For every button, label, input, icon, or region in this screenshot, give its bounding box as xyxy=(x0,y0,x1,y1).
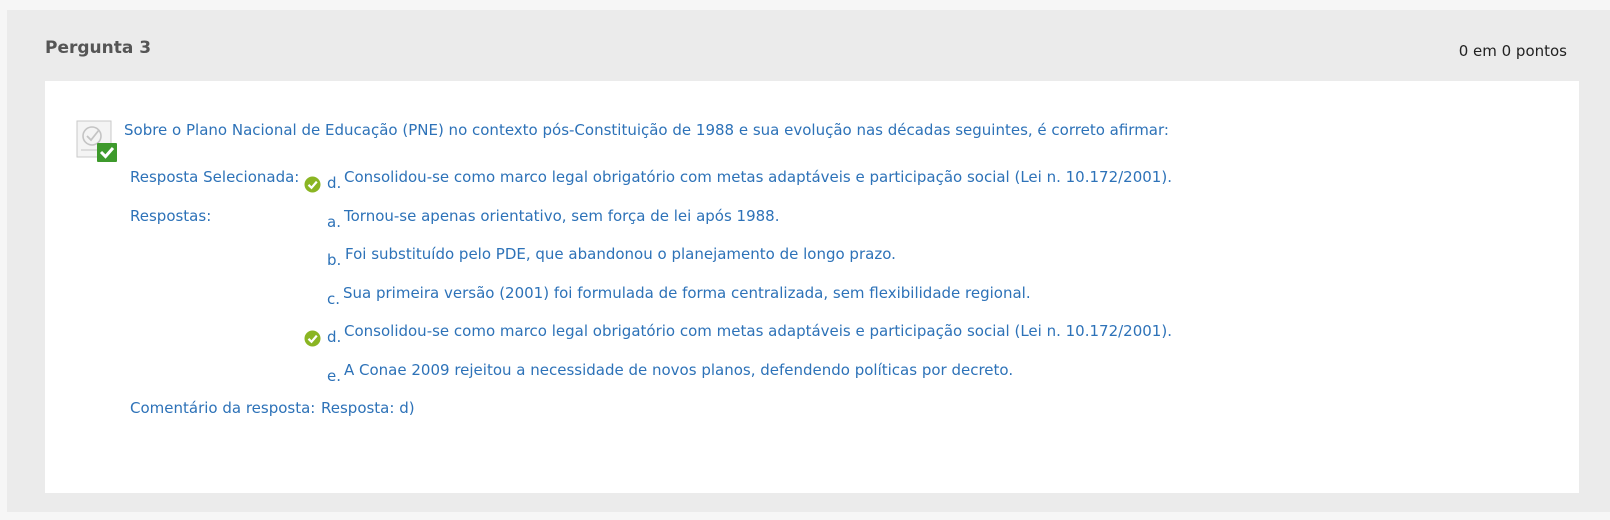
correct-check-icon xyxy=(304,330,321,347)
question-text: Sobre o Plano Nacional de Educação (PNE) no contexto pós-Constituição de 1988 e sua evolução nas décadas seguintes, é correto afirmar: xyxy=(124,121,1169,139)
correct-question-icon xyxy=(76,119,120,163)
answer-letter: a. xyxy=(327,213,341,231)
answer-text: Sua primeira versão (2001) foi formulada de forma centralizada, sem flexibilidade regional. xyxy=(343,284,1031,302)
answer-letter: c. xyxy=(327,290,341,308)
answer-letter: e. xyxy=(327,367,341,385)
question-title: Pergunta 3 xyxy=(45,38,152,58)
question-points: 0 em 0 pontos xyxy=(1458,42,1567,60)
answer-text: Tornou-se apenas orientativo, sem força de lei após 1988. xyxy=(344,207,780,225)
selected-answer-letter: d. xyxy=(327,174,342,192)
selected-answer-label: Resposta Selecionada: xyxy=(130,168,300,186)
question-container xyxy=(7,10,1610,512)
answer-letter: b. xyxy=(327,251,342,269)
selected-answer-text: Consolidou-se como marco legal obrigatório com metas adaptáveis e participação social (Lei n. 10.172/2001). xyxy=(344,168,1172,186)
answer-text: Consolidou-se como marco legal obrigatório com metas adaptáveis e participação social (Lei n. 10.172/2001). xyxy=(344,322,1172,340)
comment-value: Resposta: d) xyxy=(321,399,415,417)
answers-label: Respostas: xyxy=(130,207,212,225)
answer-text: Foi substituído pelo PDE, que abandonou o planejamento de longo prazo. xyxy=(345,245,896,263)
comment-label: Comentário da resposta: xyxy=(130,399,316,417)
answer-text: A Conae 2009 rejeitou a necessidade de novos planos, defendendo políticas por decreto. xyxy=(344,361,1014,379)
answer-letter: d. xyxy=(327,328,342,346)
question-card xyxy=(45,81,1579,493)
correct-check-icon xyxy=(304,176,321,193)
